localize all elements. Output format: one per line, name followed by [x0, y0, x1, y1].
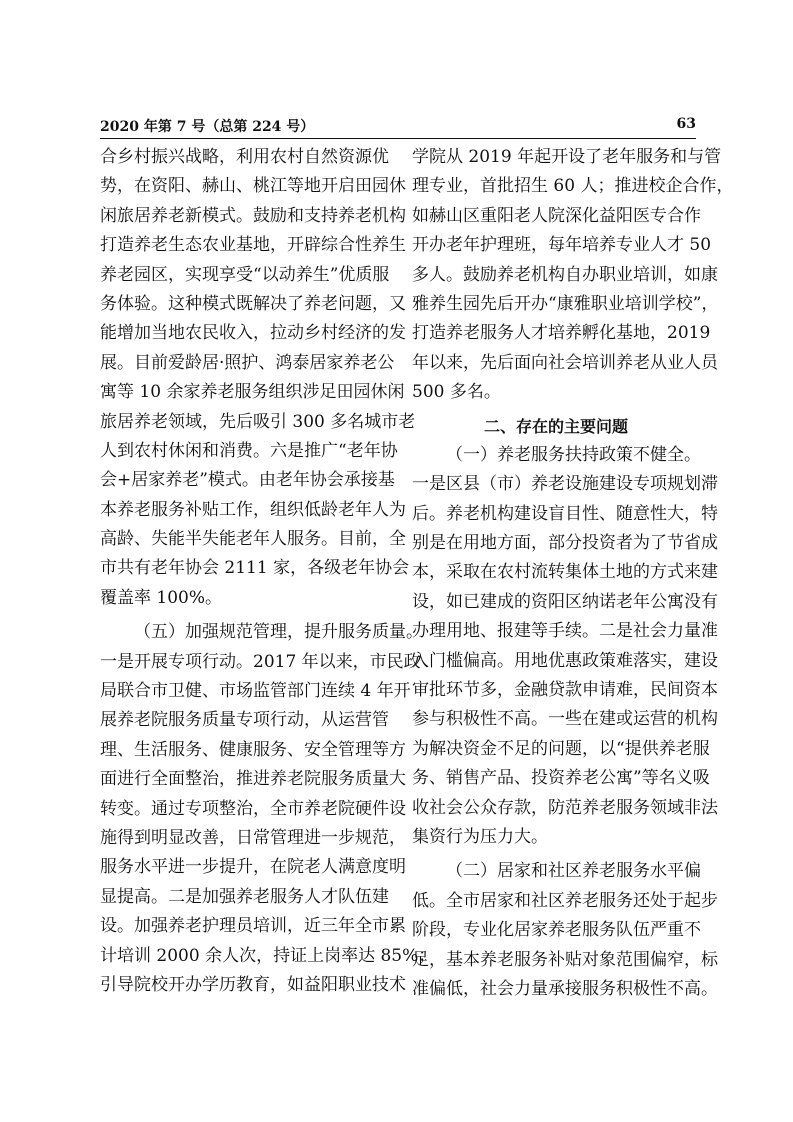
text-line: 收社会公众存款，防范养老服务领域非法: [412, 797, 718, 818]
text-line: 覆盖率 100%。: [100, 587, 223, 608]
text-line: 局联合市卫健、市场监管部门连续 4 年开: [100, 681, 411, 702]
text-line: 打造养老生态农业基地，开辟综合性养生: [100, 235, 406, 256]
text-line: 学院从 2019 年起开设了老年服务和与管: [412, 147, 722, 167]
text-line: 一是开展专项行动。2017 年以来，市民政: [100, 651, 421, 672]
text-line: 准偏低，社会力量承接服务积极性不高。: [412, 978, 718, 999]
text-line: 本养老服务补贴工作，组织低龄老年人为: [100, 499, 406, 520]
text-line: 理专业，首批招生 60 人；推进校企合作，: [412, 176, 734, 197]
text-line: 审批环节多，金融贷款申请难，民间资本: [412, 680, 718, 701]
text-line: 如赫山区重阳老人院深化益阳医专合作: [412, 205, 701, 226]
text-line: 务、销售产品、投资养老公寓”等名义吸: [412, 768, 710, 789]
text-line: 展养老院服务质量专项行动，从运营管: [100, 710, 389, 731]
text-line: 低。全市居家和社区养老服务还处于起步: [412, 890, 718, 911]
text-line: 打造养老服务人才培养孵化基地，2019: [412, 323, 711, 344]
page-number: 63: [676, 116, 696, 132]
text-line: 会+居家养老”模式。由老年协会承接基: [100, 470, 395, 491]
section-heading: 二、存在的主要问题: [483, 416, 628, 436]
left-column: [100, 143, 436, 1000]
text-line: 势，在资阳、赫山、桃江等地开启田园休: [100, 176, 406, 197]
text-line: 能增加当地农民收入，拉动乡村经济的发: [100, 323, 406, 344]
text-line: （二）居家和社区养老服务水平偏: [446, 861, 701, 882]
text-line: 入门槛偏高。用地优惠政策难落实，建设: [412, 650, 718, 671]
text-line: 旅居养老领域，先后吸引 300 多名城市老: [100, 411, 416, 432]
text-line: 办理用地、报建等手续。二是社会力量准: [412, 621, 718, 642]
text-line: 计培训 2000 余人次，持证上岗率达 85%；: [100, 945, 436, 966]
text-line: 本，采取在农村流转集体土地的方式来建: [412, 562, 718, 583]
text-line: 一是区县（市）养老设施建设专项规划滞: [412, 474, 718, 495]
text-line: 人到农村休闲和消费。六是推广“老年协: [100, 440, 398, 461]
text-line: 阶段，专业化居家养老服务队伍严重不: [412, 920, 701, 941]
text-line: 500 多名。: [412, 382, 501, 403]
text-line: 展。目前爱龄居·照护、鸿泰居家养老公: [100, 352, 395, 373]
text-line: 设。加强养老护理员培训，近三年全市累: [100, 916, 406, 937]
right-column: [412, 143, 734, 1004]
text-line: 设，如已建成的资阳区纳诺老年公寓没有: [412, 591, 718, 612]
text-line: 雅养生园先后开办“康雅职业培训学校”，: [412, 293, 719, 314]
text-line: 显提高。二是加强养老服务人才队伍建: [100, 886, 389, 907]
text-line: 寓等 10 余家养老服务组织涉足田园休闲: [100, 382, 405, 403]
text-line: 足，基本养老服务补贴对象范围偏窄，标: [412, 949, 718, 970]
text-line: 闲旅居养老新模式。鼓励和支持养老机构: [100, 205, 406, 226]
issue-label: 2020 年第 7 号（总第 224 号）: [100, 119, 315, 135]
text-line: 施得到明显改善，日常管理进一步规范，: [100, 827, 406, 848]
page-header: [100, 116, 696, 139]
text-line: 养老园区，实现享受“以动养生”优质服: [100, 264, 390, 285]
text-line: 后。养老机构建设盲目性、随意性大，特: [412, 503, 718, 524]
text-line: （五）加强规范管理，提升服务质量。: [134, 622, 423, 643]
text-line: 开办老年护理班，每年培养专业人才 50: [412, 235, 712, 256]
text-line: 多人。鼓励养老机构自办职业培训，如康: [412, 264, 718, 285]
text-line: 别是在用地方面，部分投资者为了节省成: [412, 533, 718, 554]
text-line: 服务水平进一步提升，在院老人满意度明: [100, 857, 406, 878]
text-line: 引导院校开办学历教育，如益阳职业技术: [100, 974, 406, 995]
text-line: （一）养老服务扶持政策不健全。: [446, 444, 701, 465]
text-line: 转变。通过专项整治，全市养老院硬件设: [100, 798, 406, 819]
text-line: 市共有老年协会 2111 家，各级老年协会: [100, 558, 410, 579]
text-line: 务体验。这种模式既解决了养老问题，又: [100, 293, 406, 314]
text-line: 为解决资金不足的问题，以“提供养老服: [412, 738, 710, 759]
text-line: 合乡村振兴战略，利用农村自然资源优: [100, 147, 389, 167]
text-line: 参与积极性不高。一些在建或运营的机构: [412, 709, 718, 730]
text-line: 理、生活服务、健康服务、安全管理等方: [100, 739, 406, 760]
text-line: 面进行全面整治，推进养老院服务质量大: [100, 769, 406, 790]
text-line: 年以来，先后面向社会培训养老从业人员: [412, 352, 718, 373]
text-line: 集资行为压力大。: [412, 826, 548, 847]
text-line: 高龄、失能半失能老年人服务。目前，全: [100, 529, 406, 550]
